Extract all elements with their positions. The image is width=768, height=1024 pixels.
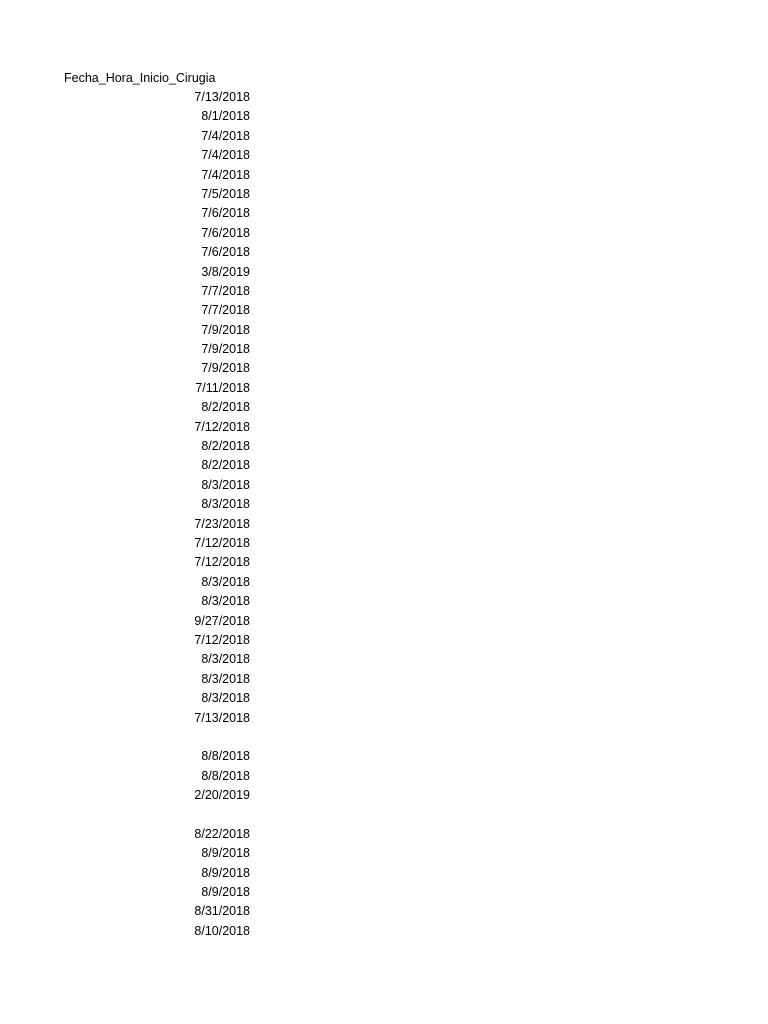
date-cell: 7/12/2018 — [194, 555, 250, 570]
date-cell: 8/3/2018 — [201, 671, 250, 686]
date-cell — [64, 805, 250, 824]
date-cell: 7/13/2018 — [194, 90, 250, 104]
date-cell: 8/9/2018 — [201, 865, 250, 880]
date-cell: 8/1/2018 — [201, 109, 250, 124]
date-cell: 7/12/2018 — [194, 632, 250, 647]
date-cell: 7/12/2018 — [194, 419, 250, 434]
date-cell: 8/3/2018 — [201, 497, 250, 512]
date-cell: 8/2/2018 — [201, 400, 250, 415]
date-cell: 7/6/2018 — [201, 225, 250, 240]
date-cell: 7/23/2018 — [194, 516, 250, 531]
date-cell: 8/10/2018 — [194, 923, 250, 938]
date-cell: 8/3/2018 — [201, 652, 250, 667]
date-cell: 8/8/2018 — [201, 749, 250, 764]
date-cell: 8/8/2018 — [201, 768, 250, 783]
date-cell: 8/3/2018 — [201, 594, 250, 609]
date-cell: 7/4/2018 — [201, 128, 250, 143]
date-cell: 7/6/2018 — [201, 245, 250, 260]
date-cell: 8/31/2018 — [194, 904, 250, 919]
date-cell: 7/9/2018 — [201, 342, 250, 357]
date-cell: 3/8/2019 — [201, 264, 250, 279]
date-cell: 7/4/2018 — [201, 167, 250, 182]
date-cell: 2/20/2019 — [194, 788, 250, 803]
date-cell: 7/12/2018 — [194, 535, 250, 550]
date-cell: 7/11/2018 — [195, 380, 250, 395]
date-cell: 8/9/2018 — [201, 846, 250, 861]
date-cell: 7/9/2018 — [201, 361, 250, 376]
date-cell: 7/5/2018 — [201, 186, 250, 201]
column-header: Fecha_Hora_Inicio_Cirugia — [64, 71, 216, 85]
date-cell-list — [64, 88, 250, 941]
date-cell: 7/13/2018 — [194, 710, 250, 725]
date-cell: 7/7/2018 — [201, 303, 250, 318]
date-cell: 7/6/2018 — [201, 206, 250, 221]
date-cell: 7/9/2018 — [201, 322, 250, 337]
date-cell: 8/9/2018 — [201, 885, 250, 900]
date-cell: 7/7/2018 — [201, 283, 250, 298]
date-cell: 7/4/2018 — [201, 148, 250, 163]
date-cell: 8/3/2018 — [201, 574, 250, 589]
date-cell: 8/3/2018 — [201, 477, 250, 492]
date-cell: 9/27/2018 — [194, 613, 250, 628]
date-cell: 8/22/2018 — [194, 826, 250, 841]
date-cell — [64, 728, 250, 747]
date-cell: 8/2/2018 — [201, 458, 250, 473]
date-cell: 8/2/2018 — [201, 439, 250, 454]
date-column — [64, 68, 250, 941]
date-cell: 8/3/2018 — [201, 691, 250, 706]
